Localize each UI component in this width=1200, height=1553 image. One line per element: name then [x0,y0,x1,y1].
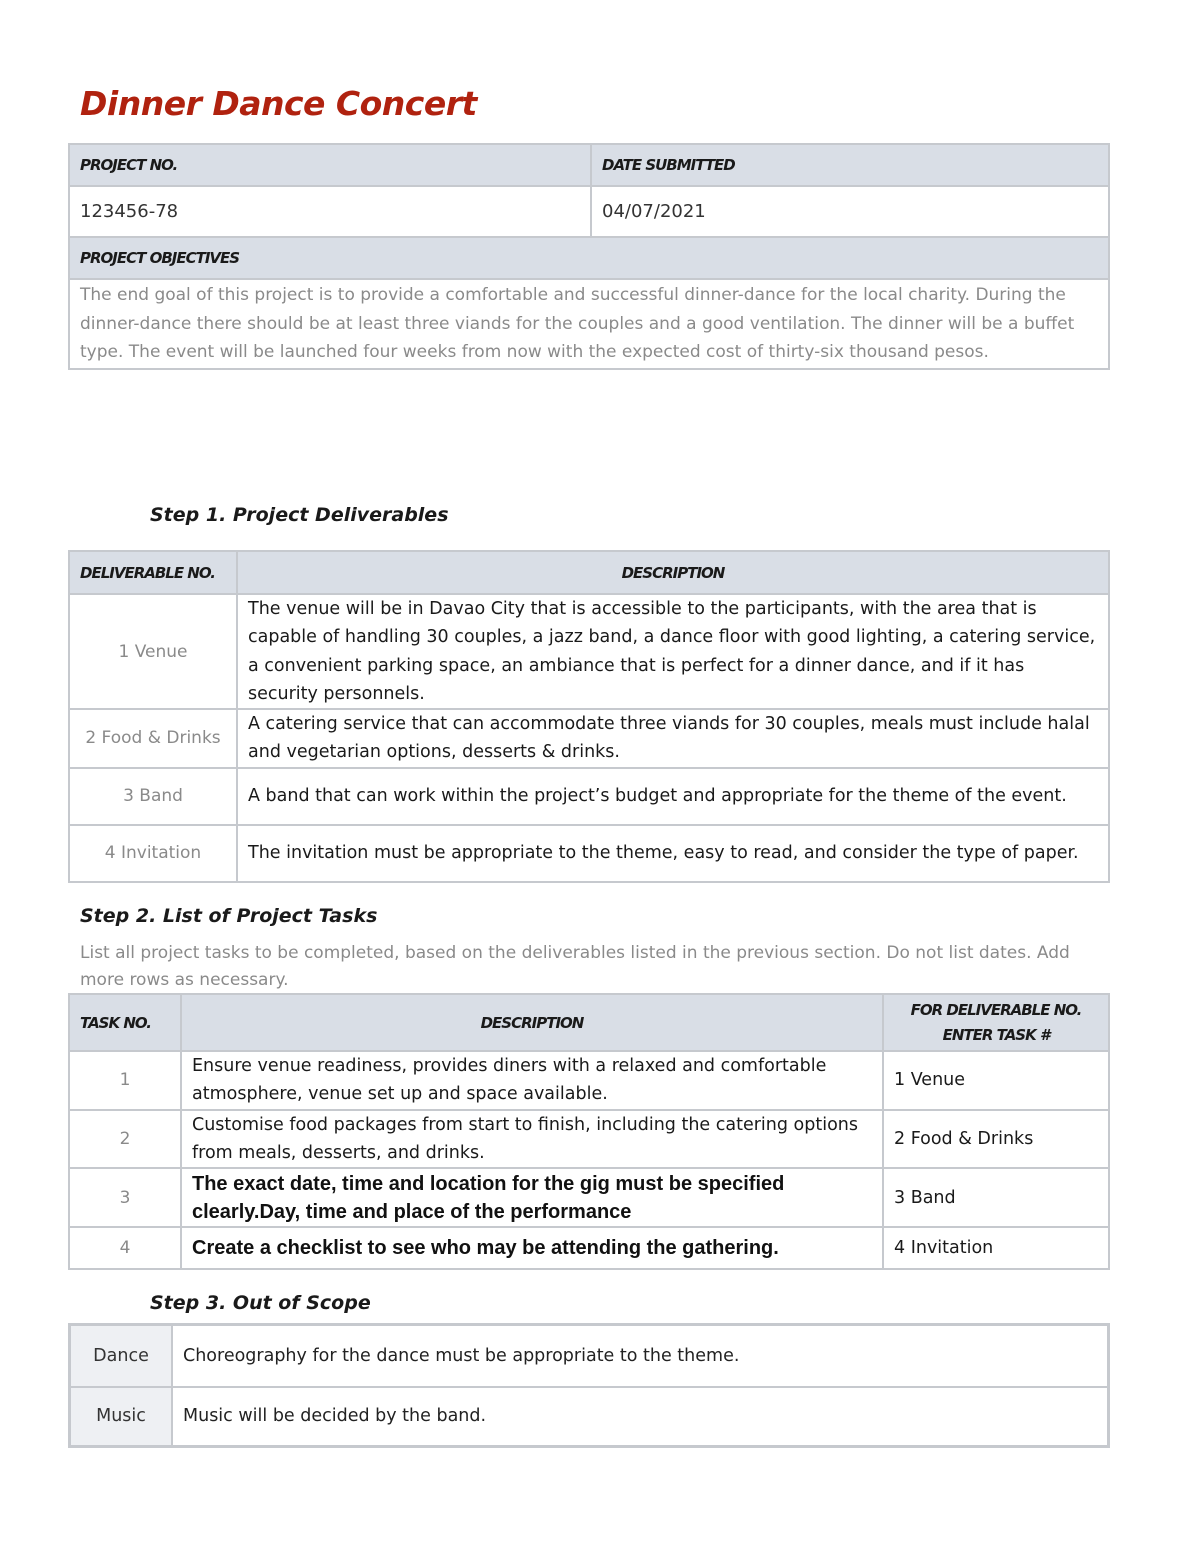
scope-label: Dance [70,1325,173,1387]
task-no: 3 [69,1168,181,1227]
project-no-value: 123456-78 [69,186,591,237]
deliverable-label: 4 Invitation [69,825,237,882]
out-of-scope-table [68,1323,1110,1448]
task-description: Ensure venue readiness, provides diners with a relaxed and comfortable atmosphere, venue set up and space available. [181,1051,883,1110]
deliverable-desc-header: DESCRIPTION [237,551,1109,594]
tasks-table [68,993,1110,1270]
deliverable-label: 1 Venue [69,594,237,709]
task-description: The exact date, time and location for the gig must be specified clearly.Day, time and place of the performance [181,1168,883,1227]
deliverable-description: A band that can work within the project’s budget and appropriate for the theme of the event. [237,768,1109,825]
scope-description: Choreography for the dance must be appropriate to the theme. [172,1325,1109,1387]
page-title: Dinner Dance Concert [80,84,477,123]
date-submitted-header: DATE SUBMITTED [591,144,1109,186]
task-description: Customise food packages from start to finish, including the catering options from meals, desserts, and drinks. [181,1110,883,1169]
step1-heading: Step 1. Project Deliverables [150,504,449,526]
task-for-header-line2: ENTER TASK # [942,1025,1050,1044]
task-for-deliverable: 4 Invitation [883,1227,1109,1269]
task-description: Create a checklist to see who may be attending the gathering. [181,1227,883,1269]
task-desc-header: DESCRIPTION [181,994,883,1051]
step3-heading: Step 3. Out of Scope [150,1292,371,1314]
project-objectives-text: The end goal of this project is to provide a comfortable and successful dinner-dance for the local charity. During the dinner-dance there should be at least three viands for the couples and a good ventilation. The dinner will be a buffet type. The event will be launched four weeks from now with the expected cost of thirty-six thousand pesos. [69,279,1109,369]
task-for-deliverable: 1 Venue [883,1051,1109,1110]
deliverable-description: A catering service that can accommodate three viands for 30 couples, meals must include halal and vegetarian options, desserts & drinks. [237,709,1109,768]
step2-heading: Step 2. List of Project Tasks [80,905,378,927]
deliverable-description: The invitation must be appropriate to the theme, easy to read, and consider the type of paper. [237,825,1109,882]
task-for-deliverable: 3 Band [883,1168,1109,1227]
task-for-deliverable-header [883,994,1109,1051]
step2-note: List all project tasks to be completed, based on the deliverables listed in the previous section. Do not list dates. Add more rows as necessary. [80,943,1070,990]
task-no: 2 [69,1110,181,1169]
deliverable-label: 2 Food & Drinks [69,709,237,768]
scope-description: Music will be decided by the band. [172,1387,1109,1447]
project-no-header: PROJECT NO. [69,144,591,186]
project-info-table [68,143,1110,370]
task-for-deliverable: 2 Food & Drinks [883,1110,1109,1169]
deliverable-description: The venue will be in Davao City that is accessible to the participants, with the area that is capable of handling 30 couples, a jazz band, a dance floor with good lighting, a catering service, a convenient parking space, an ambiance that is perfect for a dinner dance, and if it has security personnels. [237,594,1109,709]
task-no: 1 [69,1051,181,1110]
project-objectives-header: PROJECT OBJECTIVES [69,237,1109,279]
task-no-header: TASK NO. [69,994,181,1051]
deliverable-label: 3 Band [69,768,237,825]
deliverables-table [68,550,1110,883]
task-no: 4 [69,1227,181,1269]
scope-label: Music [70,1387,173,1447]
date-submitted-value: 04/07/2021 [591,186,1109,237]
task-for-header-line1: FOR DELIVERABLE NO. [910,1000,1082,1019]
deliverable-no-header: DELIVERABLE NO. [69,551,237,594]
